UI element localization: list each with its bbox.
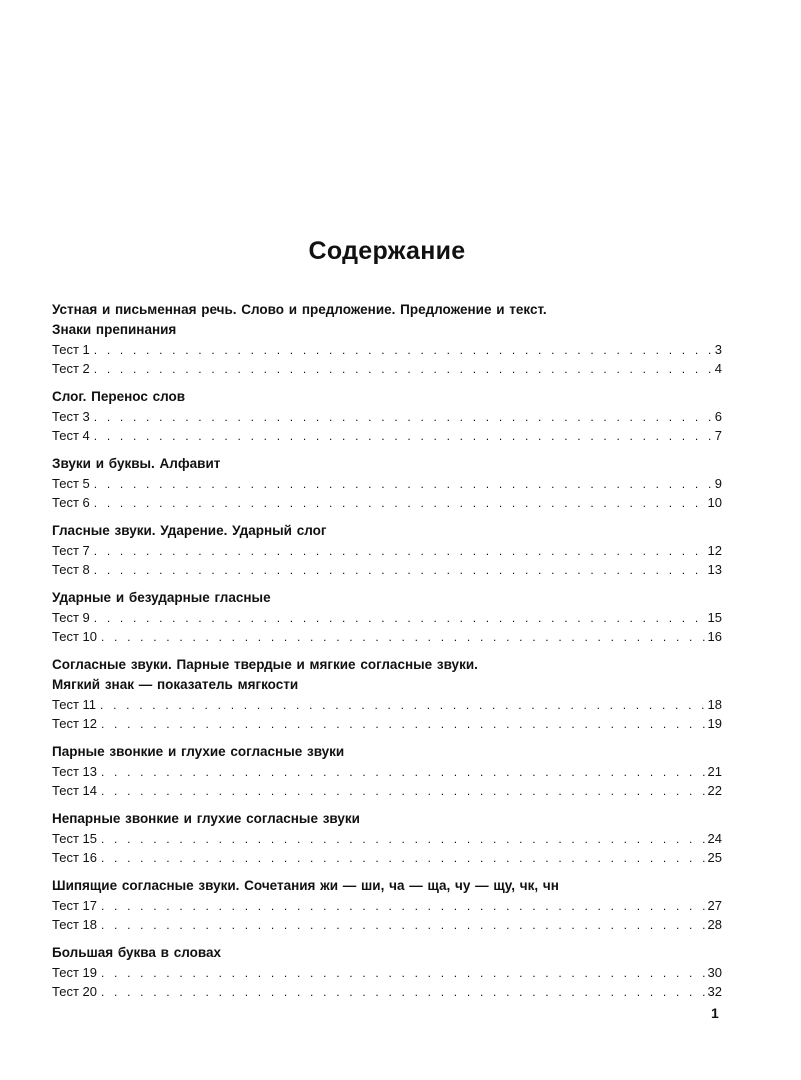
toc-entry[interactable]	[52, 762, 722, 781]
toc-section	[52, 521, 722, 579]
toc-entry-label: Тест 17	[52, 898, 97, 913]
toc-entry-page: 28	[707, 917, 722, 932]
toc-entry[interactable]	[52, 474, 722, 493]
section-heading-line: Парные звонкие и глухие согласные звуки	[52, 744, 345, 759]
section-heading-line: Знаки препинания	[52, 322, 177, 337]
toc-entry-page: 16	[707, 629, 722, 644]
toc-entry-page: 6	[714, 409, 722, 424]
toc-entry-label: Тест 3	[52, 409, 90, 424]
dot-leader	[101, 763, 706, 782]
toc-entry[interactable]	[52, 848, 722, 867]
toc-entry-label: Тест 8	[52, 562, 90, 577]
toc-entry-label: Тест 13	[52, 764, 97, 779]
toc-entry-label: Тест 6	[52, 495, 90, 510]
toc-entry-label: Тест 19	[52, 965, 97, 980]
toc-entry-label: Тест 20	[52, 984, 97, 999]
toc-section	[52, 655, 722, 733]
section-heading-line: Устная и письменная речь. Слово и предложение. Предложение и текст.	[52, 302, 547, 317]
dot-leader	[101, 897, 706, 916]
toc-entry-page: 21	[707, 764, 722, 779]
dot-leader	[101, 964, 706, 983]
toc-entry[interactable]	[52, 426, 722, 445]
toc-entry-label: Тест 7	[52, 543, 90, 558]
section-heading-line: Согласные звуки. Парные твердые и мягкие согласные звуки.	[52, 657, 478, 672]
toc-entry-page: 10	[707, 495, 722, 510]
toc-entry-page: 27	[707, 898, 722, 913]
dot-leader	[101, 849, 706, 868]
toc-entry[interactable]	[52, 340, 722, 359]
toc-entry[interactable]	[52, 781, 722, 800]
toc-entry-page: 24	[707, 831, 722, 846]
dot-leader	[94, 494, 706, 513]
toc-entry[interactable]	[52, 963, 722, 982]
toc-section	[52, 454, 722, 512]
section-heading-line: Гласные звуки. Ударение. Ударный слог	[52, 523, 327, 538]
toc-entry-page: 13	[707, 562, 722, 577]
dot-leader	[94, 408, 713, 427]
toc-entry[interactable]	[52, 627, 722, 646]
toc-entry-page: 25	[707, 850, 722, 865]
toc-entry-label: Тест 12	[52, 716, 97, 731]
dot-leader	[94, 475, 713, 494]
toc-entry-label: Тест 9	[52, 610, 90, 625]
section-heading	[52, 387, 722, 407]
toc-entry-label: Тест 14	[52, 783, 97, 798]
section-heading	[52, 588, 722, 608]
dot-leader	[101, 916, 706, 935]
toc-section	[52, 809, 722, 867]
toc-entry[interactable]	[52, 915, 722, 934]
toc-entry-page: 32	[707, 984, 722, 999]
page-title: Содержание	[308, 237, 466, 265]
section-heading	[52, 809, 722, 829]
section-heading-line: Слог. Перенос слов	[52, 389, 186, 404]
toc-entry-page: 7	[714, 428, 722, 443]
toc-entry[interactable]	[52, 608, 722, 627]
toc-entry[interactable]	[52, 359, 722, 378]
toc-entry-page: 15	[707, 610, 722, 625]
dot-leader	[94, 341, 713, 360]
dot-leader	[101, 983, 706, 1002]
toc-entry-label: Тест 10	[52, 629, 97, 644]
dot-leader	[94, 542, 706, 561]
toc-entry[interactable]	[52, 407, 722, 426]
toc-entry-page: 12	[707, 543, 722, 558]
section-heading	[52, 655, 722, 695]
table-of-contents	[52, 300, 722, 1010]
dot-leader	[100, 696, 706, 715]
section-heading	[52, 943, 722, 963]
section-heading-line: Шипящие согласные звуки. Сочетания жи — ши, ча — ща, чу — щу, чк, чн	[52, 878, 559, 893]
toc-section	[52, 387, 722, 445]
toc-entry-page: 30	[707, 965, 722, 980]
toc-entry-label: Тест 18	[52, 917, 97, 932]
section-heading	[52, 521, 722, 541]
section-heading	[52, 742, 722, 762]
toc-section	[52, 943, 722, 1001]
toc-section	[52, 876, 722, 934]
dot-leader	[94, 427, 713, 446]
toc-entry-page: 9	[714, 476, 722, 491]
toc-entry-label: Тест 11	[52, 697, 97, 712]
toc-entry[interactable]	[52, 541, 722, 560]
toc-entry[interactable]	[52, 714, 722, 733]
toc-section	[52, 300, 722, 378]
toc-entry[interactable]	[52, 982, 722, 1001]
toc-entry[interactable]	[52, 829, 722, 848]
toc-entry-label: Тест 16	[52, 850, 97, 865]
toc-entry-label: Тест 4	[52, 428, 90, 443]
toc-entry-label: Тест 2	[52, 361, 90, 376]
toc-entry[interactable]	[52, 695, 722, 714]
section-heading	[52, 454, 722, 474]
dot-leader	[101, 830, 706, 849]
dot-leader	[94, 360, 713, 379]
page-number: 1	[711, 1005, 719, 1021]
toc-entry-page: 19	[707, 716, 722, 731]
dot-leader	[101, 628, 706, 647]
section-heading-line: Мягкий знак — показатель мягкости	[52, 677, 299, 692]
toc-entry[interactable]	[52, 896, 722, 915]
toc-entry-page: 3	[714, 342, 722, 357]
toc-entry-page: 4	[714, 361, 722, 376]
dot-leader	[101, 782, 706, 801]
dot-leader	[94, 609, 706, 628]
toc-entry-label: Тест 15	[52, 831, 97, 846]
toc-entry-label: Тест 1	[52, 342, 90, 357]
section-heading-line: Ударные и безударные гласные	[52, 590, 271, 605]
section-heading-line: Большая буква в словах	[52, 945, 222, 960]
dot-leader	[101, 715, 706, 734]
section-heading-line: Звуки и буквы. Алфавит	[52, 456, 221, 471]
section-heading	[52, 300, 722, 340]
toc-entry-label: Тест 5	[52, 476, 90, 491]
section-heading	[52, 876, 722, 896]
toc-section	[52, 588, 722, 646]
toc-entry-page: 18	[707, 697, 722, 712]
toc-section	[52, 742, 722, 800]
toc-entry[interactable]	[52, 493, 722, 512]
dot-leader	[94, 561, 706, 580]
toc-entry[interactable]	[52, 560, 722, 579]
section-heading-line: Непарные звонкие и глухие согласные звуки	[52, 811, 360, 826]
toc-entry-page: 22	[707, 783, 722, 798]
